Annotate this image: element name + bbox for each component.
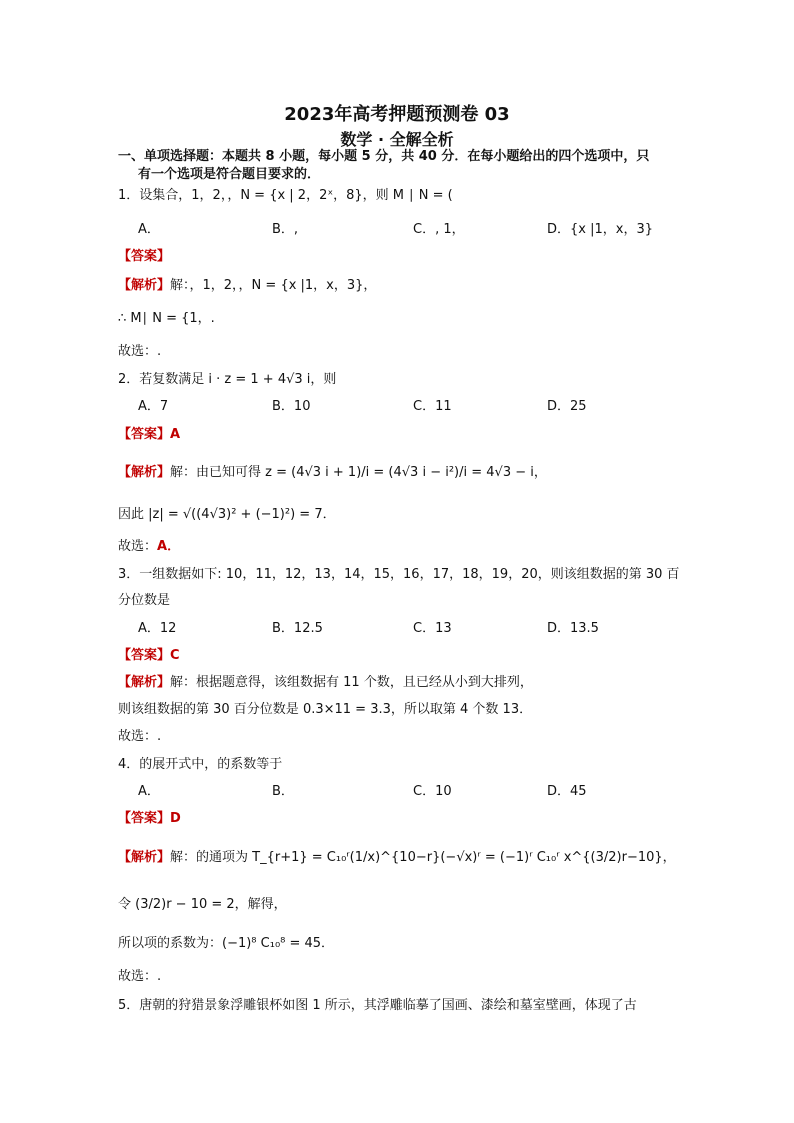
section-heading-line-2: 有一个选项是符合题目要求的． xyxy=(138,167,321,182)
answer-label: 【答案】 xyxy=(118,648,171,663)
q2-option-b: B．10 xyxy=(272,399,311,414)
q2-analysis-2: 因此 |z| = √((4√3)² + (−1)²) = 7． xyxy=(118,507,336,522)
q3-analysis-2: 则该组数据的第 30 百分位数是 0.3×11 = 3.3，所以取第 4 个数 13． xyxy=(118,702,533,717)
q2-conclusion xyxy=(118,538,180,556)
exam-subtitle: 数学 · 全解全析 xyxy=(340,130,454,149)
answer-value: C xyxy=(170,648,180,663)
q2-option-d: D．25 xyxy=(547,399,587,414)
q2-stem: 2．若复数满足 i · z = 1 + 4√3 i，则 xyxy=(118,372,337,387)
q2-option-c: C．11 xyxy=(413,399,452,414)
analysis-text: 解：的通项为 T_{r+1} = C₁₀ʳ(1/x)^{10−r}(−√x)ʳ = (−1)ʳ C₁₀ʳ x^{(3/2)r−10}， xyxy=(170,850,676,865)
q3-conclusion: 故选：. xyxy=(118,729,162,744)
q2-option-a: A．7 xyxy=(138,399,169,414)
conclusion-text: 故选： xyxy=(118,539,158,554)
q1-conclusion: 故选：. xyxy=(118,344,162,359)
q1-option-b: B．, xyxy=(272,222,299,237)
q1-option-d: D．{x |1，x，3} xyxy=(547,222,653,237)
q1-stem: 1．设集合，1，2，，N = {x | 2，2ˣ，8}，则 M ∣ N = ( xyxy=(118,188,453,203)
answer-value: D xyxy=(170,811,181,826)
q4-option-d: D．45 xyxy=(547,784,587,799)
q3-option-b: B．12.5 xyxy=(272,621,323,636)
answer-label: 【答案】 xyxy=(118,811,171,826)
q3-analysis-1 xyxy=(118,674,533,692)
analysis-text: 解：由已知可得 z = (4√3 i + 1)/i = (4√3 i − i²)/i = 4√3 − i， xyxy=(170,465,547,480)
q4-conclusion: 故选：. xyxy=(118,969,162,984)
q4-stem: 4．的展开式中，的系数等于 xyxy=(118,757,283,772)
q4-analysis-2: 令 (3/2)r − 10 = 2，解得， xyxy=(118,897,287,912)
q3-option-a: A．12 xyxy=(138,621,177,636)
q1-option-c: C．, 1， xyxy=(413,222,465,237)
q1-analysis-1 xyxy=(118,277,376,295)
q1-analysis-2: ∴ M∣ N = {1，. xyxy=(118,311,215,326)
section-heading-line-1: 一、单项选择题：本题共 8 小题，每小题 5 分，共 40 分．在每小题给出的四个选项中，只 xyxy=(118,149,650,164)
answer-label: 【答案】 xyxy=(118,427,171,442)
analysis-label: 【解析】 xyxy=(118,850,171,865)
q4-answer xyxy=(118,810,181,828)
q3-option-c: C．13 xyxy=(413,621,452,636)
q5-stem: 5．唐朝的狩猎景象浮雕银杯如图 1 所示，其浮雕临摹了国画、漆绘和墓室壁画，体现了古 xyxy=(118,998,637,1013)
analysis-label: 【解析】 xyxy=(118,675,171,690)
q3-answer xyxy=(118,647,180,665)
q2-answer xyxy=(118,426,180,444)
q4-option-c: C．10 xyxy=(413,784,452,799)
q4-analysis-1 xyxy=(118,849,676,867)
q2-analysis-1 xyxy=(118,464,547,482)
q4-analysis-3: 所以项的系数为：(−1)⁸ C₁₀⁸ = 45． xyxy=(118,936,335,951)
conclusion-answer: A． xyxy=(157,539,181,554)
q1-option-a: A． xyxy=(138,222,160,237)
q3-stem-2: 分位数是 xyxy=(118,593,171,608)
q3-option-d: D．13.5 xyxy=(547,621,599,636)
analysis-text: 解：根据题意得，该组数据有 11 个数，且已经从小到大排列， xyxy=(170,675,533,690)
analysis-label: 【解析】 xyxy=(118,465,171,480)
exam-title: 2023年高考押题预测卷 03 xyxy=(284,104,510,125)
q1-answer xyxy=(118,248,170,266)
q4-option-a: A． xyxy=(138,784,160,799)
answer-label: 【答案】 xyxy=(118,249,171,264)
analysis-text: 解：，1，2，，N = {x |1，x，3}， xyxy=(170,278,377,293)
q4-option-b: B． xyxy=(272,784,294,799)
answer-value: A xyxy=(170,427,181,442)
q3-stem-1: 3．一组数据如下: 10，11，12，13，14，15，16，17，18，19，20，则该组数据的第 30 百 xyxy=(118,567,680,582)
analysis-label: 【解析】 xyxy=(118,278,171,293)
